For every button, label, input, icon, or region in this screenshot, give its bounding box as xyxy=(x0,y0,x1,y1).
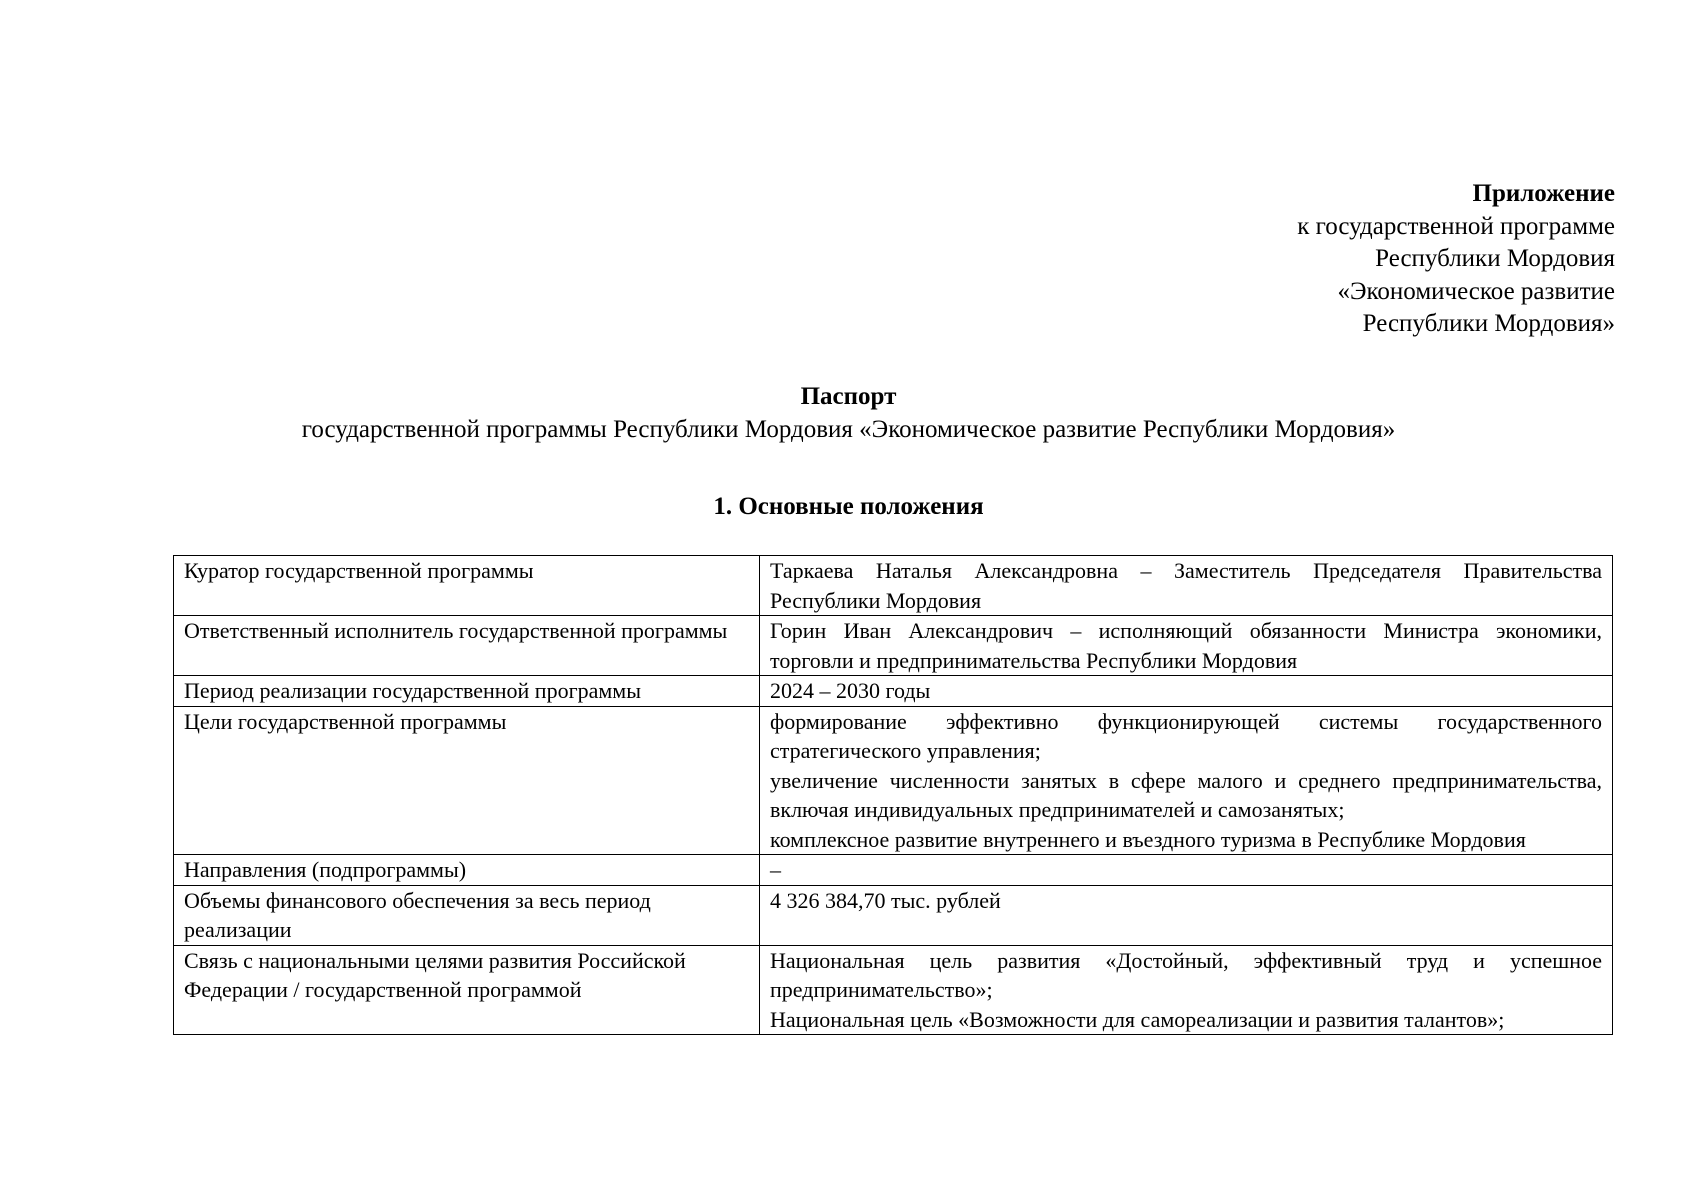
row-value xyxy=(760,616,1613,676)
appendix-line: к государственной программе xyxy=(1297,212,1615,240)
row-value-line: – xyxy=(770,857,781,882)
table-row xyxy=(174,676,1613,707)
table-row xyxy=(174,885,1613,945)
row-value-line: Горин Иван Александрович – исполняющий обязанности Министра экономики, торговли и предпринимательства Республики Мордовия xyxy=(770,618,1602,673)
row-value-line: 2024 – 2030 годы xyxy=(770,678,931,703)
row-value-line: Национальная цель развития «Достойный, эффективный труд и успешное предпринимательство»; xyxy=(770,947,1602,1002)
passport-heading xyxy=(0,381,1697,446)
table-row xyxy=(174,945,1613,1035)
table-row xyxy=(174,706,1613,855)
row-value xyxy=(760,676,1613,707)
row-value-line: 4 326 384,70 тыс. рублей xyxy=(770,887,1001,913)
row-value-line: формирование эффективно функционирующей системы государственного стратегического управления; xyxy=(770,708,1602,763)
appendix-title: Приложение xyxy=(1472,180,1615,207)
appendix-line: Республики Мордовия xyxy=(1375,245,1615,272)
row-label: Связь с национальными целями развития Российской Федерации / государственной программой xyxy=(174,945,760,1035)
table-row xyxy=(174,556,1613,616)
passport-title: Паспорт xyxy=(800,383,897,410)
row-label: Цели государственной программы xyxy=(174,706,760,855)
row-label: Куратор государственной программы xyxy=(174,556,760,616)
appendix-line: Республики Мордовия» xyxy=(1362,310,1615,337)
row-value xyxy=(760,885,1613,945)
row-value-line: увеличение численности занятых в сфере малого и среднего предпринимательства, включая индивидуальных предпринимателей и самозанятых; xyxy=(770,767,1602,822)
row-value xyxy=(760,706,1613,855)
appendix-line: «Экономическое развитие xyxy=(1337,277,1615,305)
program-passport-table xyxy=(173,555,1613,1035)
row-label: Ответственный исполнитель государственной программы xyxy=(174,616,760,676)
row-value xyxy=(760,855,1613,886)
row-label: Направления (подпрограммы) xyxy=(174,855,760,886)
section-title: 1. Основные положения xyxy=(713,493,984,520)
row-value xyxy=(760,945,1613,1035)
table-row xyxy=(174,616,1613,676)
row-label: Период реализации государственной программы xyxy=(174,676,760,707)
passport-subtitle: государственной программы Республики Мордовия «Экономическое развитие Республики Мордовия» xyxy=(301,415,1396,443)
row-label: Объемы финансового обеспечения за весь период реализации xyxy=(174,885,760,945)
row-value-line: Таркаева Наталья Александровна – Заместитель Председателя Правительства Республики Мордовия xyxy=(770,558,1602,613)
appendix-block xyxy=(1297,178,1615,341)
row-value xyxy=(760,556,1613,616)
row-value-line: Национальная цель «Возможности для самореализации и развития талантов»; xyxy=(770,1006,1505,1032)
row-value-line: комплексное развитие внутреннего и въездного туризма в Республике Мордовия xyxy=(770,826,1526,852)
table-row xyxy=(174,855,1613,886)
